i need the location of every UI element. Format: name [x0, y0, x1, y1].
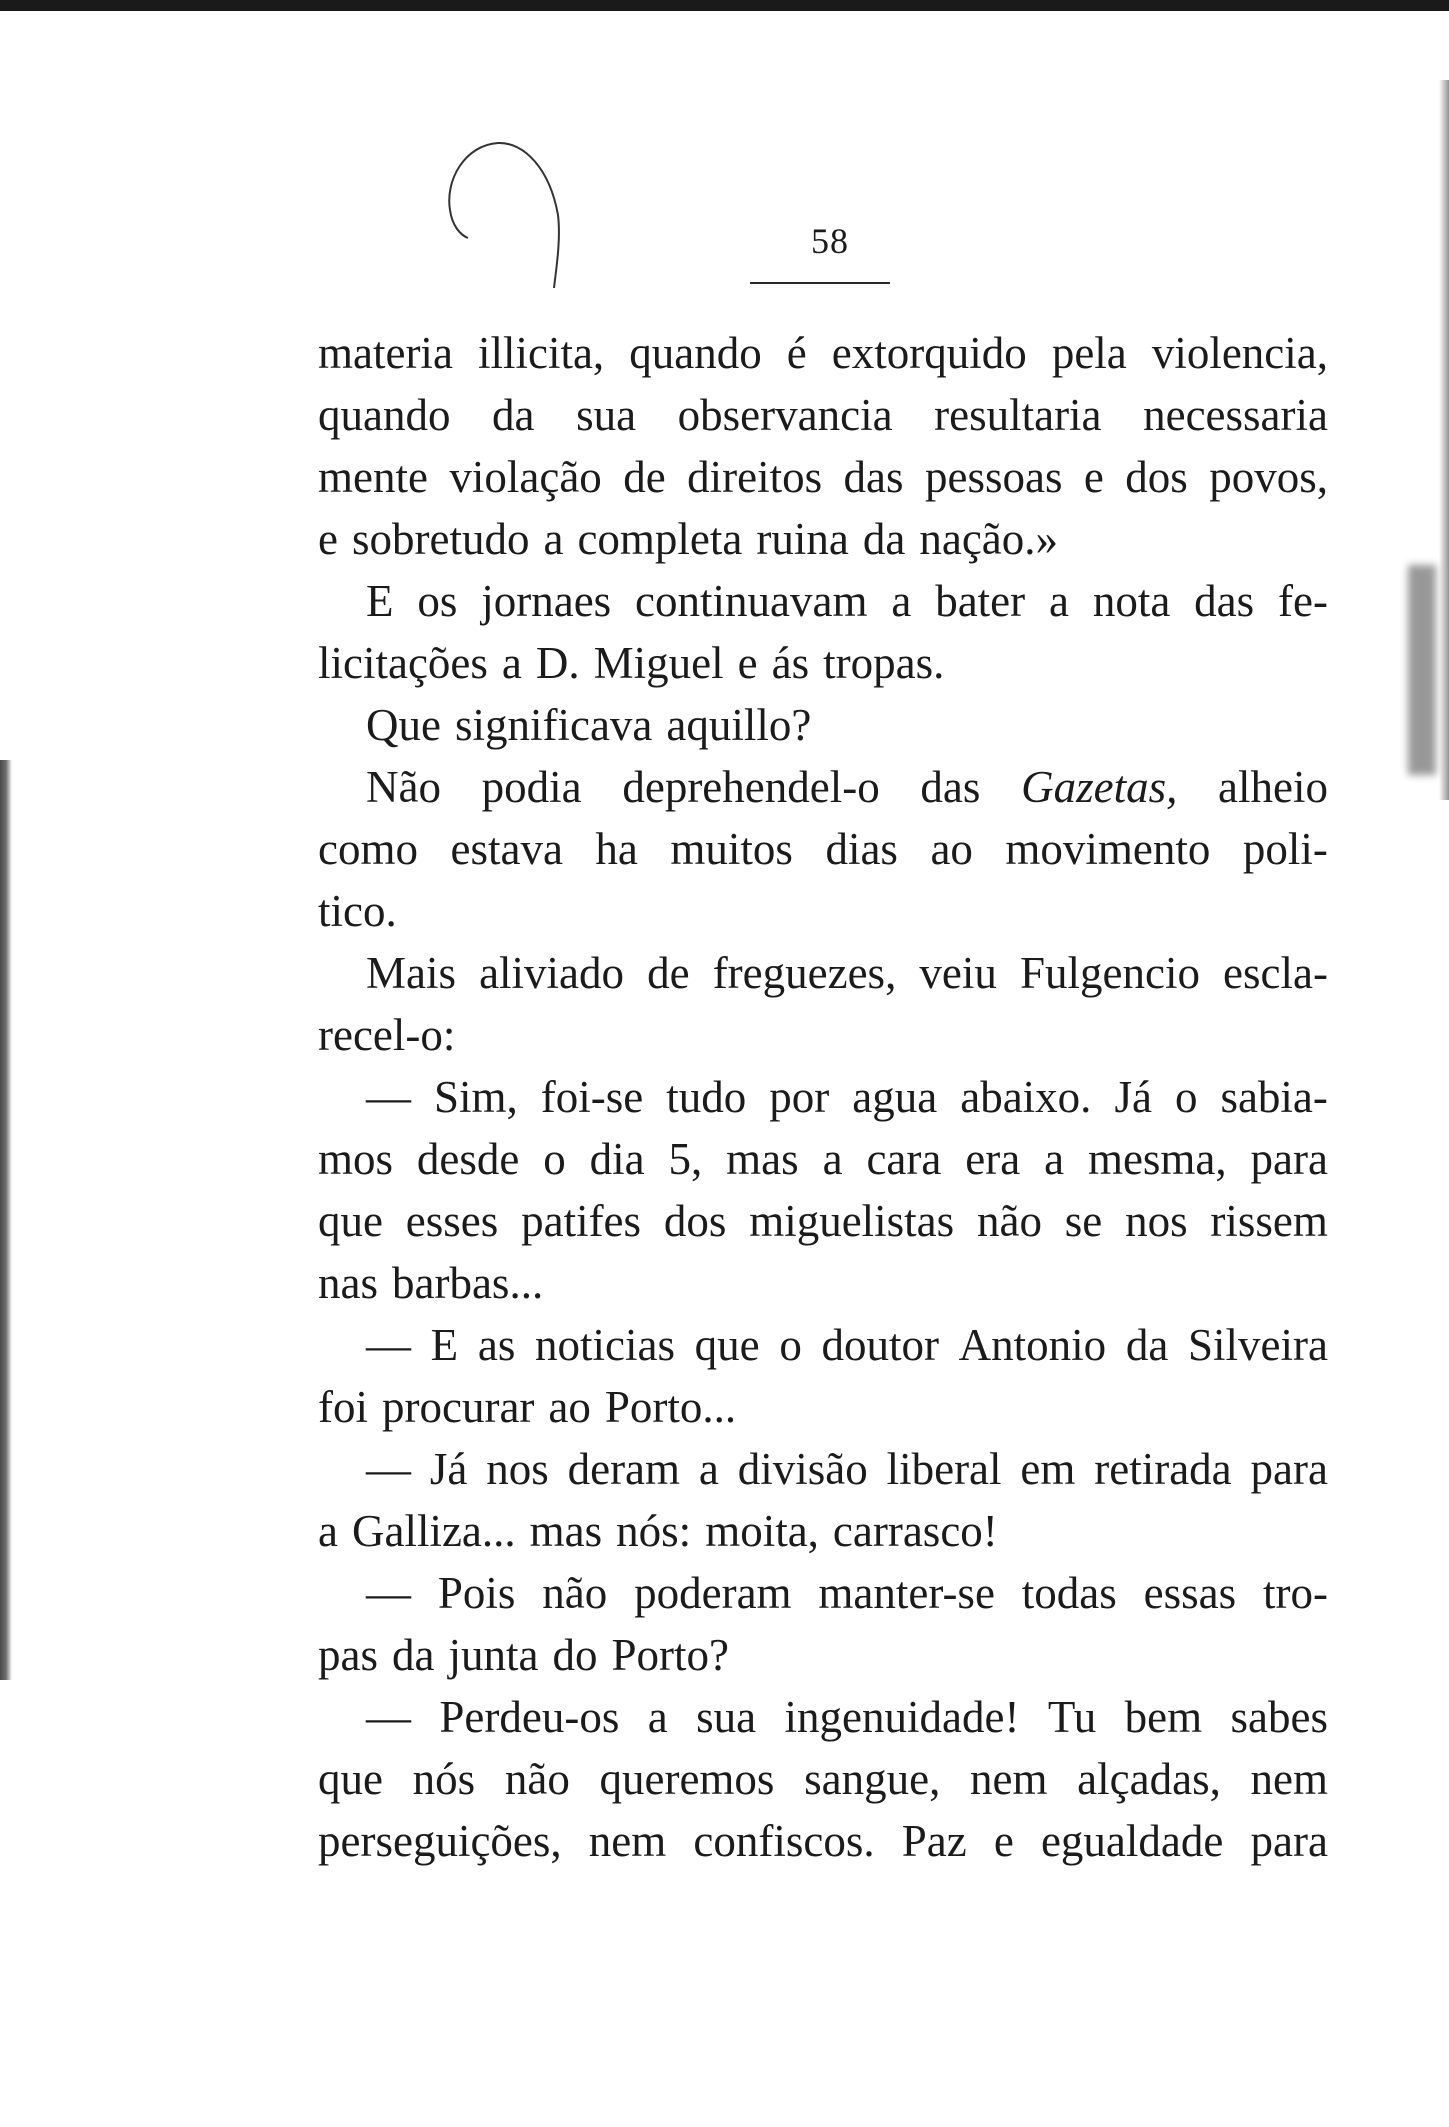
- word: a: [822, 1134, 843, 1184]
- word: bem: [1124, 1692, 1203, 1742]
- word: a: [501, 638, 522, 688]
- word: perseguições,: [318, 1816, 562, 1866]
- word: Gazetas,: [1021, 762, 1178, 812]
- word: nós: [412, 1754, 476, 1804]
- word: 5,: [668, 1134, 703, 1184]
- page-right-shadow: [1439, 80, 1449, 800]
- word: noticias: [535, 1320, 675, 1370]
- word: direitos: [687, 452, 823, 502]
- word: da: [392, 1630, 435, 1680]
- text-line: [318, 1376, 1328, 1438]
- word: Sim,: [434, 1072, 518, 1122]
- word: sabes: [1230, 1692, 1328, 1742]
- word: Pois: [437, 1568, 516, 1618]
- word: Galliza...: [351, 1506, 516, 1556]
- word: das: [843, 452, 904, 502]
- word: essas: [1143, 1568, 1237, 1618]
- word: da: [1125, 1320, 1169, 1370]
- page-left-shadow: [0, 760, 12, 1680]
- word: extorquido: [831, 328, 1027, 378]
- word: sobretudo: [351, 514, 530, 564]
- word: jornaes: [481, 576, 612, 626]
- word: todas: [1021, 1568, 1117, 1618]
- word: —: [366, 1568, 411, 1618]
- text-line: [318, 1748, 1328, 1810]
- word: E: [366, 576, 394, 626]
- word: a: [647, 1692, 668, 1742]
- word: alheio: [1218, 762, 1328, 812]
- word: —: [366, 1320, 411, 1370]
- text-line: [318, 1066, 1328, 1128]
- word: Já: [1114, 1072, 1152, 1122]
- word: esses: [405, 1196, 499, 1246]
- word: Não: [366, 762, 441, 812]
- word: materia: [318, 328, 453, 378]
- word: mas: [529, 1506, 603, 1556]
- word: para: [1250, 1134, 1328, 1184]
- word: e: [737, 638, 758, 688]
- text-line: [318, 818, 1328, 880]
- word: continuavam: [635, 576, 868, 626]
- word: povos,: [1209, 452, 1328, 502]
- word: aquillo?: [666, 700, 812, 750]
- word: aliviado: [479, 948, 625, 998]
- word: foi-se: [540, 1072, 644, 1122]
- word: sangue,: [804, 1754, 941, 1804]
- text-line: [318, 1500, 1328, 1562]
- word: o: [779, 1320, 802, 1370]
- word: nos: [486, 1444, 549, 1494]
- page-top-edge: [0, 0, 1449, 11]
- word: poli-: [1242, 824, 1328, 874]
- word: o: [543, 1134, 566, 1184]
- word: observancia: [677, 390, 893, 440]
- word: Paz: [901, 1816, 967, 1866]
- word: Tu: [1047, 1692, 1097, 1742]
- word: muitos: [670, 824, 793, 874]
- word: procurar: [382, 1382, 535, 1432]
- word: é: [786, 328, 807, 378]
- word: carrasco!: [832, 1506, 998, 1556]
- word: pas: [318, 1630, 378, 1680]
- word: dos: [1125, 452, 1188, 502]
- text-line: [318, 1252, 1328, 1314]
- word: nem: [1250, 1754, 1328, 1804]
- word: retirada: [1094, 1444, 1232, 1494]
- word: —: [366, 1072, 411, 1122]
- text-line: [318, 1810, 1328, 1872]
- word: significava: [454, 700, 653, 750]
- word: da: [492, 390, 535, 440]
- word: liberal: [886, 1444, 1002, 1494]
- word: dia: [589, 1134, 645, 1184]
- word: miguelistas: [749, 1196, 955, 1246]
- word: das: [1194, 576, 1255, 626]
- word: nota: [1092, 576, 1171, 626]
- word: mos: [318, 1134, 394, 1184]
- word: deprehendel-o: [622, 762, 880, 812]
- word: pessoas: [924, 452, 1063, 502]
- word: ao: [930, 824, 973, 874]
- word: nem: [588, 1816, 667, 1866]
- page-number-rule: [750, 282, 890, 284]
- word: que: [318, 1754, 383, 1804]
- word: Já: [429, 1444, 468, 1494]
- word: ao: [548, 1382, 591, 1432]
- word: e: [993, 1816, 1014, 1866]
- word: recel-o:: [318, 1010, 456, 1060]
- word: de: [647, 948, 690, 998]
- word: freguezes,: [712, 948, 897, 998]
- text-line: [318, 570, 1328, 632]
- word: cara: [866, 1134, 942, 1184]
- word: nação.»: [919, 514, 1059, 564]
- word: escla-: [1223, 948, 1328, 998]
- text-line: [318, 756, 1328, 818]
- word: sabia-: [1220, 1072, 1328, 1122]
- word: barbas...: [392, 1258, 544, 1308]
- word: agua: [852, 1072, 938, 1122]
- text-line: [318, 446, 1328, 508]
- page-number: 58: [811, 221, 849, 261]
- word: para: [1250, 1444, 1328, 1494]
- text-line: [318, 1004, 1328, 1066]
- word: E: [430, 1320, 459, 1370]
- word: por: [769, 1072, 830, 1122]
- word: completa: [577, 514, 743, 564]
- word: em: [1020, 1444, 1076, 1494]
- word: Miguel: [593, 638, 724, 688]
- word: sua: [576, 390, 637, 440]
- word: —: [366, 1444, 411, 1494]
- word: era: [965, 1134, 1021, 1184]
- word: tudo: [666, 1072, 747, 1122]
- word: quando: [318, 390, 451, 440]
- word: não: [504, 1754, 570, 1804]
- word: licitações: [318, 638, 488, 688]
- word: Perdeu-os: [439, 1692, 620, 1742]
- word: a: [891, 576, 912, 626]
- word: illicita,: [477, 328, 605, 378]
- word: pela: [1051, 328, 1127, 378]
- word: alçadas,: [1077, 1754, 1221, 1804]
- word: nas: [318, 1258, 378, 1308]
- text-line: [318, 1190, 1328, 1252]
- word: divisão: [737, 1444, 868, 1494]
- word: para: [1250, 1816, 1328, 1866]
- word: de: [623, 452, 666, 502]
- word: a: [318, 1506, 338, 1556]
- word: Silveira: [1188, 1320, 1328, 1370]
- text-line: [318, 1314, 1328, 1376]
- word: a: [543, 514, 564, 564]
- word: ingenuidade!: [784, 1692, 1020, 1742]
- word: do: [552, 1630, 598, 1680]
- text-line: [318, 880, 1328, 942]
- word: necessaria: [1143, 390, 1328, 440]
- word: as: [477, 1320, 516, 1370]
- word: doutor: [821, 1320, 939, 1370]
- text-line: [318, 1562, 1328, 1624]
- word: Porto?: [611, 1630, 729, 1680]
- word: a: [1044, 1134, 1065, 1184]
- word: tico.: [318, 886, 397, 936]
- word: tropas.: [823, 638, 945, 688]
- word: que: [318, 1196, 383, 1246]
- word: mas: [726, 1134, 799, 1184]
- word: e: [1083, 452, 1104, 502]
- word: movimento: [1005, 824, 1211, 874]
- word: Que: [366, 700, 441, 750]
- word: —: [366, 1692, 411, 1742]
- word: ruina: [756, 514, 849, 564]
- word: foi: [318, 1382, 368, 1432]
- word: desde: [416, 1134, 520, 1184]
- word: nós:: [616, 1506, 692, 1556]
- word: Antonio: [958, 1320, 1107, 1370]
- text-line: [318, 1438, 1328, 1500]
- word: os: [417, 576, 458, 626]
- page-right-smudge: [1408, 565, 1436, 775]
- pencil-loop-mark: [440, 140, 570, 290]
- word: não: [542, 1568, 608, 1618]
- text-line: [318, 632, 1328, 694]
- text-line: [318, 1128, 1328, 1190]
- word: quando: [629, 328, 762, 378]
- word: D.: [535, 638, 580, 688]
- word: rissem: [1210, 1196, 1328, 1246]
- word: mesma,: [1087, 1134, 1227, 1184]
- text-line: [318, 1624, 1328, 1686]
- text-line: [318, 1686, 1328, 1748]
- word: sua: [696, 1692, 757, 1742]
- word: a: [1048, 576, 1069, 626]
- word: se: [1064, 1196, 1103, 1246]
- word: bater: [935, 576, 1026, 626]
- word: patifes: [521, 1196, 642, 1246]
- word: que: [694, 1320, 760, 1370]
- word: Fulgencio: [1019, 948, 1200, 998]
- text-line: [318, 508, 1328, 570]
- word: não: [976, 1196, 1042, 1246]
- word: podia: [481, 762, 582, 812]
- text-line: [318, 322, 1328, 384]
- word: como: [318, 824, 418, 874]
- word: das: [920, 762, 981, 812]
- word: junta: [448, 1630, 539, 1680]
- word: nem: [970, 1754, 1048, 1804]
- word: poderam: [634, 1568, 792, 1618]
- word: ha: [595, 824, 638, 874]
- word: nos: [1125, 1196, 1188, 1246]
- word: violação: [449, 452, 602, 502]
- word: moita,: [705, 1506, 819, 1556]
- word: Porto...: [604, 1382, 737, 1432]
- word: dos: [663, 1196, 727, 1246]
- text-line: [318, 942, 1328, 1004]
- word: dias: [825, 824, 898, 874]
- word: o: [1174, 1072, 1198, 1122]
- word: manter-se: [818, 1568, 995, 1618]
- text-line: [318, 384, 1328, 446]
- word: Mais: [366, 948, 456, 998]
- word: egualdade: [1040, 1816, 1224, 1866]
- word: deram: [567, 1444, 681, 1494]
- word: mente: [318, 452, 428, 502]
- word: violencia,: [1151, 328, 1328, 378]
- word: confiscos.: [693, 1816, 875, 1866]
- word: estava: [450, 824, 563, 874]
- word: queremos: [599, 1754, 775, 1804]
- body-text: [318, 322, 1328, 1872]
- word: da: [862, 514, 906, 564]
- word: abaixo.: [960, 1072, 1092, 1122]
- word: veiu: [919, 948, 997, 998]
- word: a: [698, 1444, 719, 1494]
- text-line: [318, 694, 1328, 756]
- word: tro-: [1262, 1568, 1328, 1618]
- word: ás: [771, 638, 810, 688]
- word: resultaria: [934, 390, 1102, 440]
- word: e: [318, 514, 338, 564]
- word: fe-: [1278, 576, 1328, 626]
